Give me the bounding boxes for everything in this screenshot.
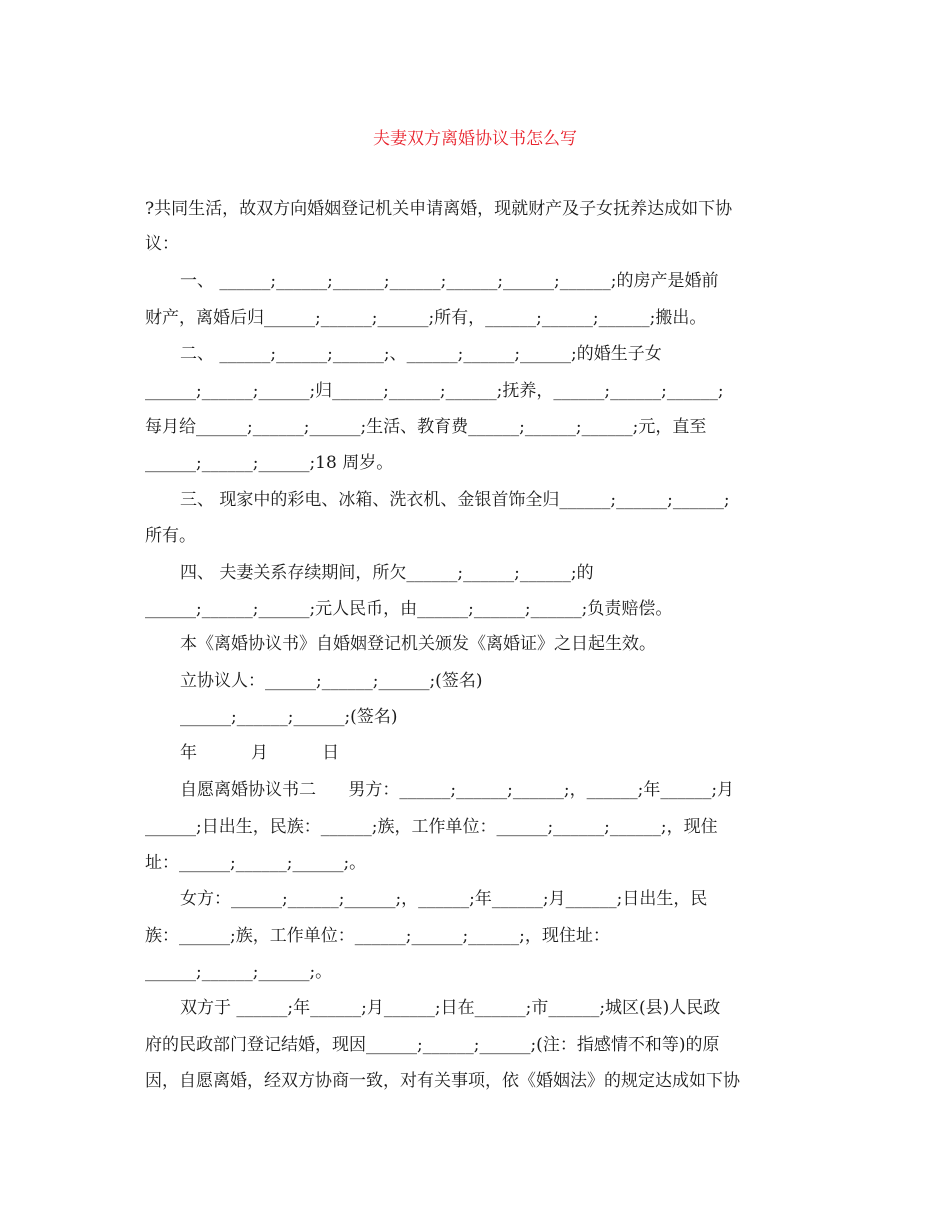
female-party-line: ______;______;______;。 <box>145 962 333 982</box>
effective-clause: 本《离婚协议书》自婚姻登记机关颁发《离婚证》之日起生效。 <box>180 634 656 654</box>
marriage-info-line: 府的民政部门登记结婚，现因______;______;______;(注：指感情不和等)的原 <box>145 1035 720 1055</box>
clause-three-line: 三、 现家中的彩电、冰箱、洗衣机、金银首饰全归______;______;______; <box>180 490 730 510</box>
female-party-line: 族：______;族，工作单位：______;______;______;，现住址： <box>145 926 610 946</box>
agreement-two-line: ______;日出生，民族：______;族，工作单位：______;______;______;，现住 <box>145 817 718 837</box>
clause-two-line: ______;______;______;归______;______;______;抚养，______;______;______; <box>145 381 724 401</box>
clause-three-line: 所有。 <box>145 526 196 546</box>
paragraph-line: 议： <box>145 234 179 254</box>
document-title: 夫妻双方离婚协议书怎么写 <box>373 129 577 149</box>
clause-four-line: ______;______;______;元人民币，由______;______;______;负责赔偿。 <box>145 599 673 619</box>
agreement-two-line: 址：______;______;______;。 <box>145 853 367 873</box>
female-party-line: 女方：______;______;______;，______;年______;月______;日出生，民 <box>180 889 708 909</box>
date-line: 年 月 日 <box>180 743 340 763</box>
clause-two-line: 每月给______;______;______;生活、教育费______;______;______;元，直至 <box>145 417 707 437</box>
signatory-line: ______;______;______;(签名) <box>180 707 398 727</box>
marriage-info-line: 因，自愿离婚，经双方协商一致，对有关事项，依《婚姻法》的规定达成如下协 <box>145 1071 740 1091</box>
clause-two-line: ______;______;______;18 周岁。 <box>145 453 394 473</box>
marriage-info-line: 双方于 ______;年______;月______;日在______;市______;城区(县)人民政 <box>180 998 721 1018</box>
clause-four-line: 四、 夫妻关系存续期间，所欠______;______;______;的 <box>180 563 594 583</box>
clause-one-line: 财产，离婚后归______;______;______;所有，______;______;______;搬出。 <box>145 308 707 328</box>
signatory-line: 立协议人：______;______;______;(签名) <box>180 671 483 691</box>
paragraph-line: ?共同生活，故双方向婚姻登记机关申请离婚，现就财产及子女抚养达成如下协 <box>145 199 733 219</box>
clause-two-line: 二、 ______;______;______;、______;______;______;的婚生子女 <box>180 344 662 364</box>
agreement-two-line: 自愿离婚协议书二 男方：______;______;______;，______;年______;月 <box>180 780 735 800</box>
clause-one-line: 一、 ______;______;______;______;______;______;______;的房产是婚前 <box>180 271 719 291</box>
